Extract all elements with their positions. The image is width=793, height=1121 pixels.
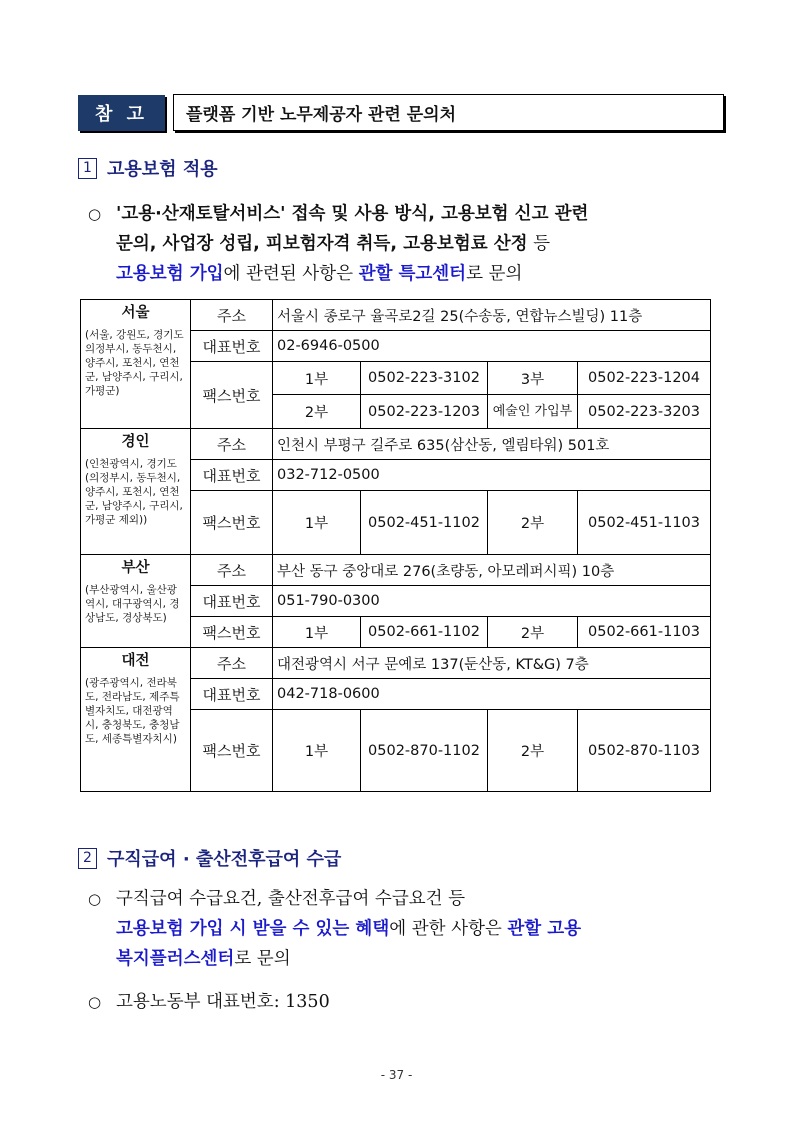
table-row: 팩스번호 1부 0502-223-3102 3부 0502-223-1204 [81, 362, 711, 395]
region-cell: 대전 (광주광역시, 전라북도, 전라남도, 제주특별자치도, 대전광역시, 충청북도, 충청남도, 세종특별자치시) [81, 648, 191, 792]
section-1-number: 1 [78, 158, 97, 179]
region-cell: 경인 (인천광역시, 경기도 (의정부시, 동두천시, 양주시, 포천시, 연천군, 남양주시, 구리시, 가평군 제외)) [81, 429, 191, 555]
table-row: 대표번호 051-790-0300 [81, 586, 711, 617]
table-row: 경인 (인천광역시, 경기도 (의정부시, 동두천시, 양주시, 포천시, 연천군, 남양주시, 구리시, 가평군 제외)) 주소 인천시 부평구 길주로 635(삼산동, 엘림타워) 501호 [81, 429, 711, 460]
section-2-number: 2 [78, 848, 97, 869]
page-title: 플랫폼 기반 노무제공자 관련 문의처 [173, 94, 724, 131]
reference-badge: 참 고 [78, 95, 165, 131]
table-row: 팩스번호 1부 0502-451-1102 2부 0502-451-1103 [81, 491, 711, 555]
section-2-bullet [88, 884, 728, 976]
bullet-marker: ○ [88, 993, 102, 1011]
bullet-marker: ○ [88, 205, 102, 223]
section-1-title: 고용보험 적용 [107, 159, 218, 180]
section-2-bullet-2 [88, 987, 728, 1019]
s2-line1: 구직급여 수급요건, 출산전후급여 수급요건 등 [116, 889, 466, 909]
table-row: 서울 (서울, 강원도, 경기도 의정부시, 동두천시, 양주시, 포천시, 연천군, 남양주시, 구리시, 가평군) 주소 서울시 종로구 율곡로2길 25(수송동, 연합뉴스빌딩) 11층 [81, 300, 711, 331]
address-value: 서울시 종로구 율곡로2길 25(수송동, 연합뉴스빌딩) 11층 [273, 300, 711, 331]
section-2-title: 구직급여 · 출산전후급여 수급 [107, 849, 342, 870]
s2-line2: 고용보험 가입 시 받을 수 있는 혜택에 관한 사항은 관할 고용 [116, 919, 582, 939]
s1-line3: 고용보험 가입에 관련된 사항은 관할 특고센터로 문의 [116, 264, 523, 284]
table-row: 부산 (부산광역시, 울산광역시, 대구광역시, 경상남도, 경상북도) 주소 부산 동구 중앙대로 276(초량동, 아모레퍼시픽) 10층 [81, 555, 711, 586]
contact-table [80, 299, 711, 792]
table-row: 팩스번호 1부 0502-661-1102 2부 0502-661-1103 [81, 617, 711, 648]
s1-line1: '고용·산재토탈서비스' 접속 및 사용 방식, 고용보험 신고 관련 [116, 204, 589, 224]
region-cell: 부산 (부산광역시, 울산광역시, 대구광역시, 경상남도, 경상북도) [81, 555, 191, 648]
s2-line3: 복지플러스센터로 문의 [116, 949, 291, 969]
table-row: 대표번호 032-712-0500 [81, 460, 711, 491]
table-row: 팩스번호 1부 0502-870-1102 2부 0502-870-1103 [81, 710, 711, 792]
page-number: - 37 - [380, 1068, 413, 1082]
section-1-bullet [88, 199, 728, 291]
s1-line2: 문의, 사업장 성립, 피보험자격 취득, 고용보험료 산정 등 [116, 234, 550, 254]
table-row: 대표번호 042-718-0600 [81, 679, 711, 710]
region-cell: 서울 (서울, 강원도, 경기도 의정부시, 동두천시, 양주시, 포천시, 연천군, 남양주시, 구리시, 가평군) [81, 300, 191, 429]
phone-value: 02-6946-0500 [273, 331, 711, 362]
bullet-marker: ○ [88, 890, 102, 908]
table-row: 대전 (광주광역시, 전라북도, 전라남도, 제주특별자치도, 대전광역시, 충청북도, 충청남도, 세종특별자치시) 주소 대전광역시 서구 문예로 137(둔산동, KT&G) 7층 [81, 648, 711, 679]
header [78, 94, 712, 130]
section-1-heading [78, 155, 218, 181]
s2-line4: 고용노동부 대표번호: 1350 [116, 992, 330, 1012]
table-row: 대표번호 02-6946-0500 [81, 331, 711, 362]
table-row: 2부 0502-223-1203 예술인 가입부 0502-223-3203 [81, 395, 711, 429]
section-2-heading [78, 845, 341, 871]
